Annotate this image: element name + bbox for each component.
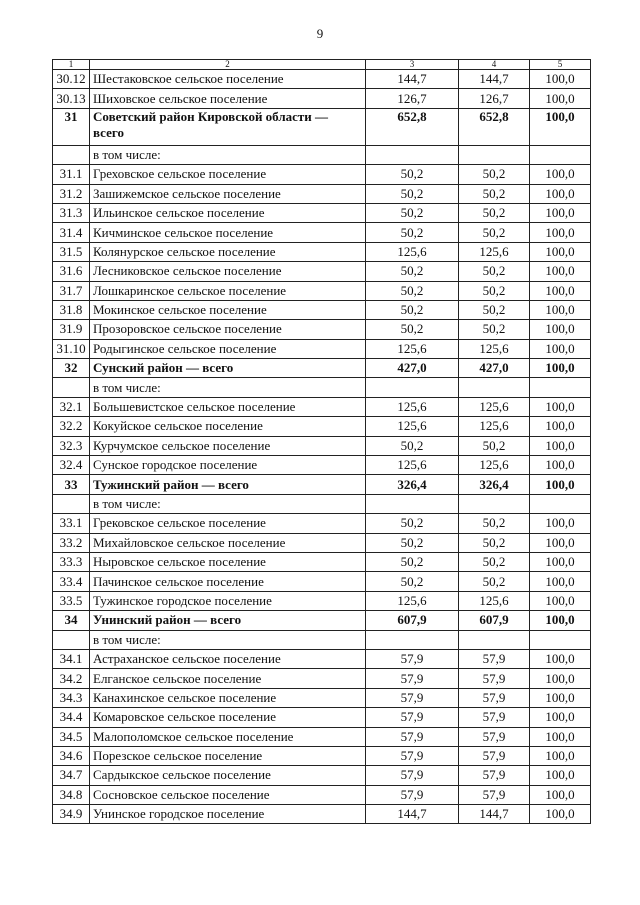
table-row [53, 417, 591, 436]
column-number: 3 [366, 60, 459, 70]
planned-amount-cell: 57,9 [366, 785, 459, 804]
table-row [53, 320, 591, 339]
percent-cell: 100,0 [530, 611, 591, 630]
row-number-cell: 32.1 [53, 397, 90, 416]
percent-cell: 100,0 [530, 572, 591, 591]
planned-amount-cell: 50,2 [366, 300, 459, 319]
executed-amount-cell: 50,2 [459, 320, 530, 339]
planned-amount-cell: 50,2 [366, 533, 459, 552]
planned-amount-cell: 57,9 [366, 766, 459, 785]
row-number-cell: 31.8 [53, 300, 90, 319]
district-total-row [53, 108, 591, 145]
table-row [53, 203, 591, 222]
planned-amount-cell: 144,7 [366, 805, 459, 824]
row-number-cell: 34.3 [53, 688, 90, 707]
planned-amount-cell: 50,2 [366, 320, 459, 339]
column-number-row [53, 60, 591, 70]
percent-cell: 100,0 [530, 475, 591, 494]
planned-amount-cell: 125,6 [366, 397, 459, 416]
settlement-name-cell: Шестаковское сельское поселение [90, 70, 366, 89]
executed-amount-cell: 57,9 [459, 766, 530, 785]
row-number-cell: 33.2 [53, 533, 90, 552]
table-row [53, 572, 591, 591]
percent-cell: 100,0 [530, 242, 591, 261]
settlement-name-cell: Пачинское сельское поселение [90, 572, 366, 591]
percent-cell: 100,0 [530, 436, 591, 455]
row-number-cell: 34.5 [53, 727, 90, 746]
percent-cell: 100,0 [530, 223, 591, 242]
settlement-name-cell: Кичминское сельское поселение [90, 223, 366, 242]
settlement-name-cell: Канахинское сельское поселение [90, 688, 366, 707]
executed-amount-cell: 50,2 [459, 533, 530, 552]
column-number: 1 [53, 60, 90, 70]
table-row [53, 552, 591, 571]
planned-amount-cell [366, 378, 459, 397]
settlement-name-cell: Зашижемское сельское поселение [90, 184, 366, 203]
row-number-cell: 31.2 [53, 184, 90, 203]
planned-amount-cell: 50,2 [366, 184, 459, 203]
settlement-name-cell: Тужинское городское поселение [90, 591, 366, 610]
executed-amount-cell: 126,7 [459, 89, 530, 108]
table-row [53, 281, 591, 300]
executed-amount-cell: 50,2 [459, 514, 530, 533]
settlement-name-cell: Советский район Кировской области — всего [90, 108, 366, 145]
row-number-cell: 34.9 [53, 805, 90, 824]
executed-amount-cell: 652,8 [459, 108, 530, 145]
percent-cell [530, 145, 591, 164]
table-body [53, 60, 591, 824]
row-number-cell [53, 145, 90, 164]
table-row [53, 397, 591, 416]
planned-amount-cell: 144,7 [366, 70, 459, 89]
executed-amount-cell: 125,6 [459, 591, 530, 610]
district-total-row [53, 475, 591, 494]
settlement-name-cell: Мокинское сельское поселение [90, 300, 366, 319]
settlement-name-cell: Тужинский район — всего [90, 475, 366, 494]
percent-cell: 100,0 [530, 320, 591, 339]
settlement-name-cell: Прозоровское сельское поселение [90, 320, 366, 339]
column-number: 4 [459, 60, 530, 70]
settlement-name-cell: Кокуйское сельское поселение [90, 417, 366, 436]
table-row [53, 649, 591, 668]
planned-amount-cell [366, 494, 459, 513]
table-row [53, 805, 591, 824]
row-number-cell: 31.6 [53, 262, 90, 281]
settlement-name-cell: Комаровское сельское поселение [90, 708, 366, 727]
executed-amount-cell: 326,4 [459, 475, 530, 494]
column-number: 5 [530, 60, 591, 70]
table-row [53, 785, 591, 804]
budget-table [52, 59, 591, 824]
planned-amount-cell: 125,6 [366, 456, 459, 475]
settlement-name-cell: Сардыкское сельское поселение [90, 766, 366, 785]
executed-amount-cell: 607,9 [459, 611, 530, 630]
table-row [53, 165, 591, 184]
table-row [53, 591, 591, 610]
row-number-cell: 33 [53, 475, 90, 494]
row-number-cell: 32.3 [53, 436, 90, 455]
executed-amount-cell: 50,2 [459, 552, 530, 571]
row-number-cell: 31.10 [53, 339, 90, 358]
planned-amount-cell: 125,6 [366, 591, 459, 610]
planned-amount-cell: 125,6 [366, 242, 459, 261]
table-row [53, 494, 591, 513]
executed-amount-cell: 427,0 [459, 359, 530, 378]
settlement-name-cell: Унинское городское поселение [90, 805, 366, 824]
settlement-name-cell: Шиховское сельское поселение [90, 89, 366, 108]
row-number-cell: 31.1 [53, 165, 90, 184]
planned-amount-cell: 57,9 [366, 688, 459, 707]
percent-cell [530, 378, 591, 397]
percent-cell: 100,0 [530, 766, 591, 785]
settlement-name-cell: Лесниковское сельское поселение [90, 262, 366, 281]
executed-amount-cell: 125,6 [459, 242, 530, 261]
executed-amount-cell: 50,2 [459, 572, 530, 591]
executed-amount-cell: 57,9 [459, 688, 530, 707]
table-row [53, 223, 591, 242]
executed-amount-cell: 125,6 [459, 456, 530, 475]
executed-amount-cell: 57,9 [459, 727, 530, 746]
percent-cell: 100,0 [530, 165, 591, 184]
percent-cell: 100,0 [530, 89, 591, 108]
row-number-cell: 33.5 [53, 591, 90, 610]
row-number-cell [53, 630, 90, 649]
table-row [53, 339, 591, 358]
executed-amount-cell: 57,9 [459, 785, 530, 804]
settlement-name-cell: Малополомское сельское поселение [90, 727, 366, 746]
executed-amount-cell: 125,6 [459, 417, 530, 436]
table-row [53, 766, 591, 785]
percent-cell: 100,0 [530, 746, 591, 765]
percent-cell [530, 630, 591, 649]
planned-amount-cell: 652,8 [366, 108, 459, 145]
settlement-name-cell: Сунское городское поселение [90, 456, 366, 475]
settlement-name-cell: Ильинское сельское поселение [90, 203, 366, 222]
planned-amount-cell [366, 630, 459, 649]
row-number-cell: 32.2 [53, 417, 90, 436]
percent-cell: 100,0 [530, 417, 591, 436]
row-number-cell: 31.9 [53, 320, 90, 339]
table-row [53, 688, 591, 707]
percent-cell: 100,0 [530, 552, 591, 571]
table-row [53, 436, 591, 455]
row-number-cell: 34.7 [53, 766, 90, 785]
executed-amount-cell: 50,2 [459, 203, 530, 222]
settlement-name-cell: Родыгинское сельское поселение [90, 339, 366, 358]
settlement-name-cell: в том числе: [90, 145, 366, 164]
settlement-name-cell: в том числе: [90, 630, 366, 649]
planned-amount-cell: 125,6 [366, 339, 459, 358]
row-number-cell: 33.4 [53, 572, 90, 591]
percent-cell: 100,0 [530, 785, 591, 804]
row-number-cell: 30.13 [53, 89, 90, 108]
executed-amount-cell: 50,2 [459, 165, 530, 184]
settlement-name-cell: Унинский район — всего [90, 611, 366, 630]
executed-amount-cell [459, 630, 530, 649]
row-number-cell: 34.1 [53, 649, 90, 668]
planned-amount-cell: 50,2 [366, 572, 459, 591]
executed-amount-cell [459, 145, 530, 164]
percent-cell: 100,0 [530, 300, 591, 319]
percent-cell: 100,0 [530, 397, 591, 416]
table-row [53, 70, 591, 89]
table-row [53, 300, 591, 319]
planned-amount-cell: 607,9 [366, 611, 459, 630]
row-number-cell: 34 [53, 611, 90, 630]
settlement-name-cell: Елганское сельское поселение [90, 669, 366, 688]
planned-amount-cell: 50,2 [366, 281, 459, 300]
table-row [53, 533, 591, 552]
table-row [53, 746, 591, 765]
planned-amount-cell: 50,2 [366, 436, 459, 455]
settlement-name-cell: в том числе: [90, 494, 366, 513]
settlement-name-cell: Большевистское сельское поселение [90, 397, 366, 416]
settlement-name-cell: Колянурское сельское поселение [90, 242, 366, 261]
planned-amount-cell: 57,9 [366, 708, 459, 727]
table-row [53, 630, 591, 649]
planned-amount-cell: 50,2 [366, 165, 459, 184]
executed-amount-cell: 144,7 [459, 805, 530, 824]
table-row [53, 456, 591, 475]
row-number-cell: 34.2 [53, 669, 90, 688]
table-row [53, 378, 591, 397]
planned-amount-cell: 50,2 [366, 262, 459, 281]
settlement-name-cell: Лошкаринское сельское поселение [90, 281, 366, 300]
executed-amount-cell: 57,9 [459, 649, 530, 668]
planned-amount-cell: 50,2 [366, 223, 459, 242]
planned-amount-cell: 50,2 [366, 203, 459, 222]
table-row [53, 145, 591, 164]
row-number-cell: 30.12 [53, 70, 90, 89]
executed-amount-cell: 50,2 [459, 262, 530, 281]
executed-amount-cell: 50,2 [459, 281, 530, 300]
settlement-name-cell: Порезское сельское поселение [90, 746, 366, 765]
percent-cell: 100,0 [530, 688, 591, 707]
percent-cell: 100,0 [530, 591, 591, 610]
executed-amount-cell: 144,7 [459, 70, 530, 89]
planned-amount-cell: 427,0 [366, 359, 459, 378]
row-number-cell [53, 378, 90, 397]
planned-amount-cell: 126,7 [366, 89, 459, 108]
planned-amount-cell: 326,4 [366, 475, 459, 494]
row-number-cell: 31.4 [53, 223, 90, 242]
planned-amount-cell: 125,6 [366, 417, 459, 436]
row-number-cell: 31.3 [53, 203, 90, 222]
executed-amount-cell: 57,9 [459, 669, 530, 688]
executed-amount-cell: 50,2 [459, 300, 530, 319]
executed-amount-cell: 125,6 [459, 397, 530, 416]
executed-amount-cell [459, 494, 530, 513]
executed-amount-cell: 50,2 [459, 223, 530, 242]
district-total-row [53, 359, 591, 378]
planned-amount-cell: 50,2 [366, 552, 459, 571]
executed-amount-cell [459, 378, 530, 397]
percent-cell: 100,0 [530, 339, 591, 358]
settlement-name-cell: Грековское сельское поселение [90, 514, 366, 533]
table-row [53, 727, 591, 746]
row-number-cell: 34.6 [53, 746, 90, 765]
table-row [53, 242, 591, 261]
table-row [53, 184, 591, 203]
row-number-cell: 32 [53, 359, 90, 378]
row-number-cell: 34.4 [53, 708, 90, 727]
settlement-name-cell: в том числе: [90, 378, 366, 397]
table-row [53, 262, 591, 281]
row-number-cell: 34.8 [53, 785, 90, 804]
row-number-cell: 32.4 [53, 456, 90, 475]
percent-cell: 100,0 [530, 108, 591, 145]
percent-cell: 100,0 [530, 649, 591, 668]
settlement-name-cell: Курчумское сельское поселение [90, 436, 366, 455]
executed-amount-cell: 125,6 [459, 339, 530, 358]
percent-cell: 100,0 [530, 184, 591, 203]
district-total-row [53, 611, 591, 630]
table-row [53, 514, 591, 533]
row-number-cell: 31.7 [53, 281, 90, 300]
percent-cell: 100,0 [530, 727, 591, 746]
row-number-cell: 33.3 [53, 552, 90, 571]
settlement-name-cell: Сосновское сельское поселение [90, 785, 366, 804]
executed-amount-cell: 50,2 [459, 184, 530, 203]
percent-cell: 100,0 [530, 514, 591, 533]
row-number-cell: 31 [53, 108, 90, 145]
row-number-cell: 31.5 [53, 242, 90, 261]
executed-amount-cell: 57,9 [459, 746, 530, 765]
planned-amount-cell: 50,2 [366, 514, 459, 533]
table-row [53, 669, 591, 688]
table-row [53, 89, 591, 108]
planned-amount-cell: 57,9 [366, 649, 459, 668]
executed-amount-cell: 50,2 [459, 436, 530, 455]
page-number: 9 [316, 26, 324, 41]
percent-cell: 100,0 [530, 708, 591, 727]
percent-cell: 100,0 [530, 281, 591, 300]
settlement-name-cell: Греховское сельское поселение [90, 165, 366, 184]
row-number-cell: 33.1 [53, 514, 90, 533]
percent-cell: 100,0 [530, 533, 591, 552]
row-number-cell [53, 494, 90, 513]
table-row [53, 708, 591, 727]
settlement-name-cell: Астраханское сельское поселение [90, 649, 366, 668]
percent-cell: 100,0 [530, 262, 591, 281]
planned-amount-cell: 57,9 [366, 746, 459, 765]
percent-cell: 100,0 [530, 359, 591, 378]
percent-cell: 100,0 [530, 669, 591, 688]
settlement-name-cell: Ныровское сельское поселение [90, 552, 366, 571]
planned-amount-cell: 57,9 [366, 669, 459, 688]
settlement-name-cell: Михайловское сельское поселение [90, 533, 366, 552]
column-number: 2 [90, 60, 366, 70]
executed-amount-cell: 57,9 [459, 708, 530, 727]
percent-cell: 100,0 [530, 203, 591, 222]
percent-cell: 100,0 [530, 456, 591, 475]
planned-amount-cell [366, 145, 459, 164]
percent-cell: 100,0 [530, 70, 591, 89]
settlement-name-cell: Сунский район — всего [90, 359, 366, 378]
percent-cell [530, 494, 591, 513]
percent-cell: 100,0 [530, 805, 591, 824]
planned-amount-cell: 57,9 [366, 727, 459, 746]
